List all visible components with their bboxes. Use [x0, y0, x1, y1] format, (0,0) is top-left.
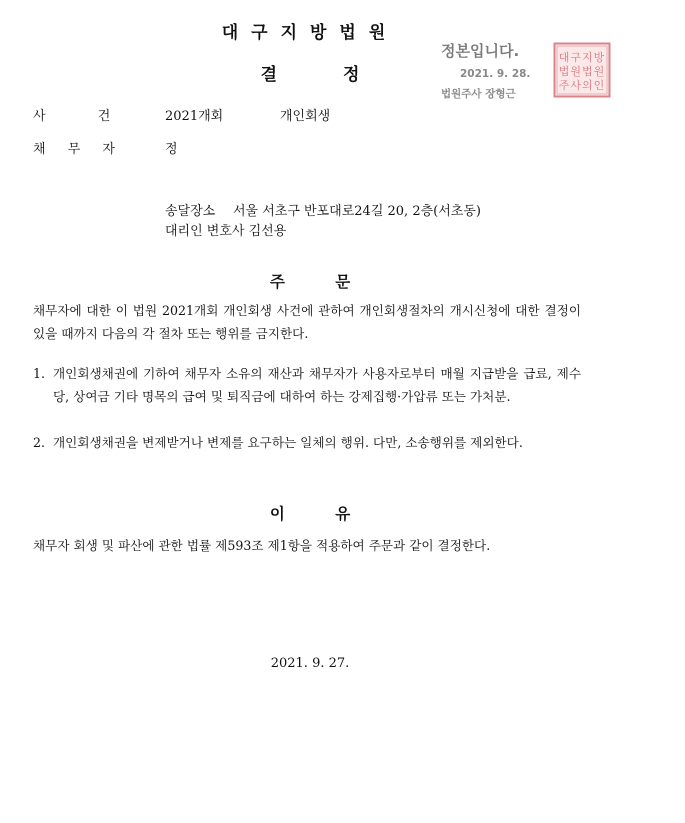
court-seal: [553, 42, 611, 98]
certified-copy-mark: 정본입니다.: [441, 42, 520, 60]
reason-text: 채무자 회생 및 파산에 관한 법률 제593조 제1항을 적용하여 주문과 같이 결정한다.: [33, 538, 491, 553]
delivery-address: 서울 서초구 반포대로24길 20, 2층(서초동): [233, 204, 481, 219]
order-item-number: 1.: [33, 366, 46, 381]
debtor-name: 정: [165, 142, 178, 157]
svg-text:주사의인: 주사의인: [558, 79, 606, 92]
document-title: 결 정: [260, 65, 360, 85]
reason-heading: 이 유: [269, 505, 351, 523]
order-item-text: 개인회생채권에 기하여 채무자 소유의 재산과 채무자가 사용자로부터 매월 지급받을 급료, 제수당, 상여금 기타 명목의 급여 및 퇴직금에 대하여 하는 강제집행·가압류 또는 가처분.: [53, 366, 581, 404]
debtor-label: 채 무 자: [33, 142, 115, 157]
certified-copy-clerk: 법원주사 장형근: [441, 88, 516, 100]
court-name: 대구지방법원: [221, 23, 399, 43]
certified-copy-date: 2021. 9. 28.: [460, 68, 531, 80]
order-item-2: [33, 431, 581, 454]
order-intro: 채무자에 대한 이 법원 2021개회 개인회생 사건에 관하여 개인회생절차의 개시신청에 대한 결정이 있을 때까지 다음의 각 절차 또는 행위를 금지한다.: [33, 303, 581, 341]
order-item-number: 2.: [33, 435, 46, 450]
address-label: 송달장소: [165, 204, 216, 219]
order-item-1: [33, 362, 581, 408]
order-item-text: 개인회생채권을 변제받거나 변제를 요구하는 일체의 행위. 다만, 소송행위를 제외한다.: [53, 435, 523, 450]
decision-date: 2021. 9. 27.: [270, 656, 350, 671]
order-heading: 주 문: [269, 273, 351, 291]
svg-text:법원법원: 법원법원: [558, 65, 606, 78]
svg-text:대구지방: 대구지방: [558, 51, 606, 64]
case-number: 2021개회: [165, 109, 224, 124]
case-label: 사 건: [33, 109, 111, 124]
case-name: 개인회생: [280, 109, 331, 124]
agent-line: 대리인 변호사 김선용: [165, 224, 287, 239]
